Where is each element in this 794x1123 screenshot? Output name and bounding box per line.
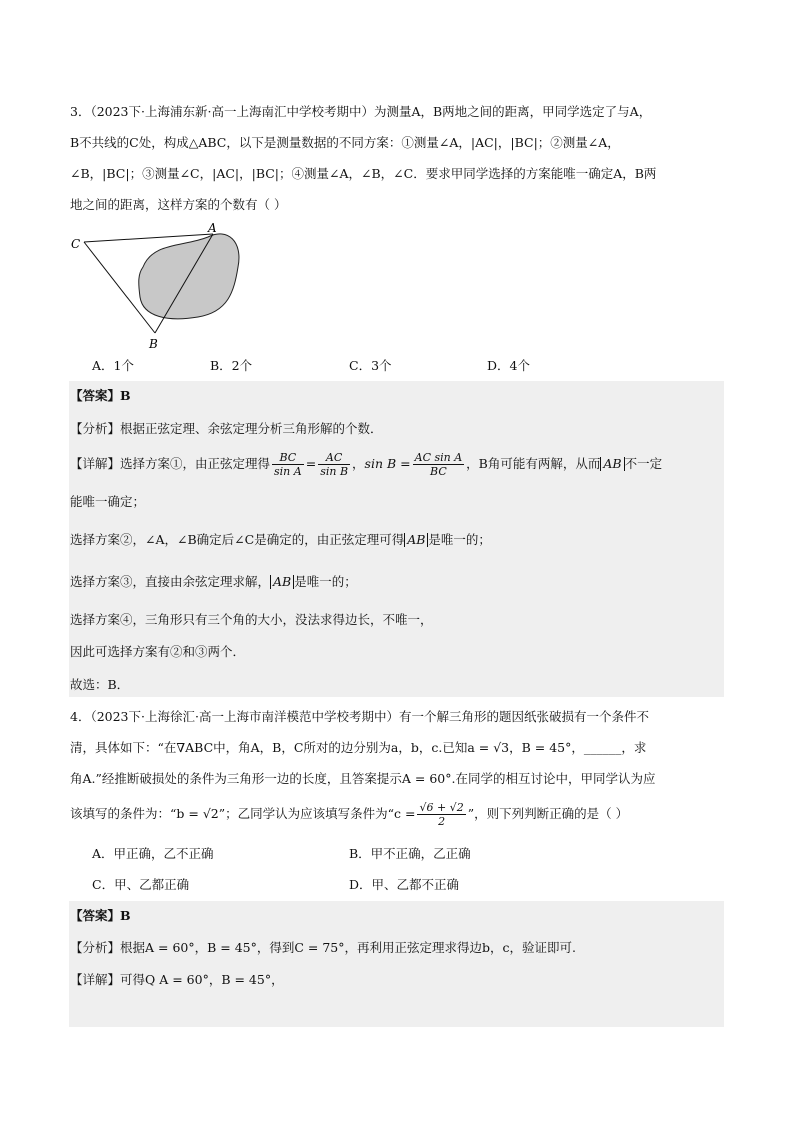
q3-choose: 故选：B． [70,677,130,692]
q4-detail: 【详解】可得Q A = 60°，B = 45°， [70,972,284,987]
label-b: B [149,337,158,351]
fraction-denominator: 2 [438,815,446,828]
plan3-text-end: 是唯一的； [294,574,357,589]
q3-plan-2 [70,530,724,550]
q4-line4-start: 该填写的条件为：“b = √2”；乙同学认为应该填写条件为“c = [70,806,416,821]
q3-conclusion: 因此可选择方案有②和③两个． [70,644,246,659]
q3-stem-line-2: B不共线的C处，构成△ABC，以下是测量数据的不同方案：①测量∠A，|AC|，|BC|；②测量∠A， [70,135,620,150]
q3-stem-line-1: 3．（2023下·上海浦东新·高一上海南汇中学校考期中）为测量A，B两地之间的距离，甲同学选定了与A， [70,104,652,119]
plan2-text-end: 是唯一的； [428,532,491,547]
q3-detail-prefix: 【详解】选择方案①，由正弦定理得 [70,456,271,471]
q3-triangle-figure [68,222,268,352]
fraction-denominator: sin A [274,465,302,478]
plan2-text: 选择方案②，∠A，∠B确定后∠C是确定的，由正弦定理可得 [70,532,405,547]
label-a: A [208,222,217,235]
fraction-ac-sinb [318,451,350,478]
abs-ab: AB [404,533,428,547]
q4-option-a: A．甲正确，乙不正确 [92,846,214,861]
q4-analysis: 【分析】根据A = 60°，B = 45°，得到C = 75°，再利用正弦定理求得边b，c，验证即可. [70,940,576,955]
fraction-numerator: AC sin A [414,451,463,464]
fraction-denominator: sin B [320,465,349,478]
q3-detail-line-2: 能唯一确定； [70,494,146,509]
q3-option-c: C．3个 [349,358,392,373]
q3-answer: 【答案】B [70,388,131,403]
fraction-numerator: AC [318,451,350,465]
fraction-acsina-bc [413,451,465,478]
q3-plan-3 [70,572,724,592]
q3-option-d: D．4个 [487,358,530,373]
q3-stem-line-3: ∠B，|BC|；③测量∠C，|AC|，|BC|；④测量∠A，∠B，∠C．要求甲同学选择的方案能唯一确定A，B两 [70,166,657,181]
fraction-numerator: BC [272,451,304,465]
label-c: C [71,237,81,251]
q3-plan-4: 选择方案④，三角形只有三个角的大小，没法求得边长，不唯一， [70,612,433,627]
q4-line4-end: ”，则下列判断正确的是（ ） [467,806,629,821]
sinb-label: sin B = [364,456,411,471]
q4-option-d: D．甲、乙都不正确 [349,877,460,892]
q3-detail-end: 不一定 [624,456,663,471]
fraction-numerator: √6 + √2 [419,801,464,814]
plan3-text: 选择方案③，直接由余弦定理求解， [70,574,271,589]
fraction-denominator: BC [430,465,447,478]
q3-stem-line-4: 地之间的距离，这样方案的个数有（ ） [70,197,287,212]
fraction-bc-sina [272,451,304,478]
q4-option-c: C．甲、乙都正确 [92,877,190,892]
q3-option-b: B．2个 [210,358,253,373]
q4-stem-line-1: 4．（2023下·上海徐汇·高一上海市南洋模范中学校考期中）有一个解三角形的题因纸张破损有一个条件不 [70,709,649,724]
q4-stem-line-3: 角A.”经推断破损处的条件为三角形一边的长度，且答案提示A = 60°.在同学的相互讨论中，甲同学认为应 [70,771,656,786]
q3-detail-mid: ，B角可能有两解，从而 [466,456,601,471]
fraction-c-value [417,801,465,828]
q4-option-b: B．甲不正确，乙正确 [349,846,471,861]
q4-stem-line-4 [70,797,724,831]
q3-option-a: A．1个 [92,358,134,373]
q4-stem-line-2: 清，具体如下：“在∇ABC中，角A，B，C所对的边分别为a，b，c.已知a = √3，B = 45°，______，求 [70,740,647,755]
abs-ab: AB [270,575,294,589]
q3-detail-line-1: 【详解】选择方案①，由正弦定理得 $\frac{BC}{\text{sin A}}$ = $\frac{AC}{\text{sin B}}$ ，sin B = $\frac{\text{AC sin A}}{BC}$ ，B角可能有两解，从而 AB 不一定 [70,451,663,478]
shaded-region [139,234,239,319]
q3-analysis: 【分析】根据正弦定理、余弦定理分析三角形解的个数． [70,421,383,436]
q4-answer: 【答案】B [70,908,131,923]
abs-ab: AB [600,457,624,471]
